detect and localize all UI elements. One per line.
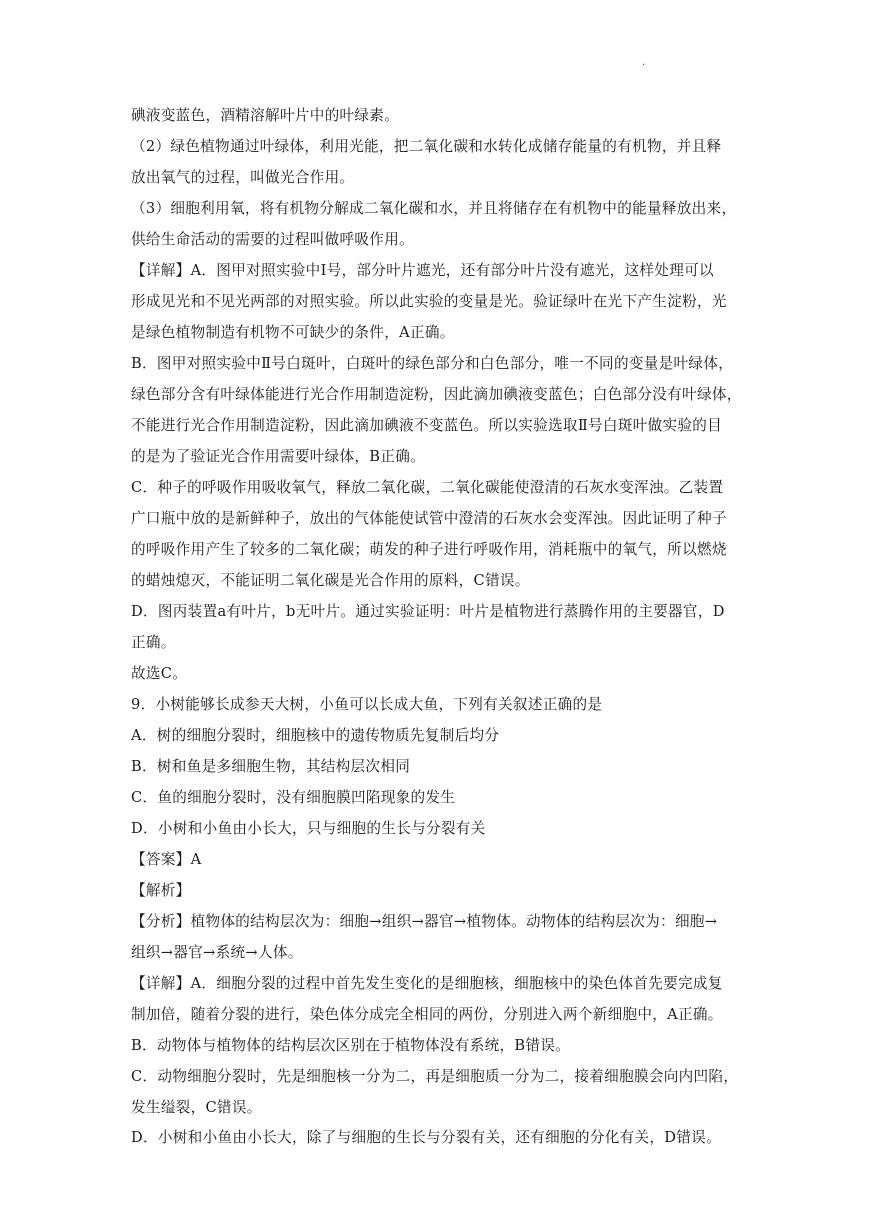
text-line: 【详解】A．细胞分裂的过程中首先发生变化的是细胞核，细胞核中的染色体首先要完成复 — [131, 974, 723, 992]
text-line: 广口瓶中放的是新鲜种子，放出的气体能使试管中澄清的石灰水会变浑浊。因此证明了种子 — [131, 509, 727, 527]
text-line: 的蜡烛熄灭，不能证明二氧化碳是光合作用的原料，C错误。 — [131, 571, 530, 589]
question-stem: 9．小树能够长成参天大树，小鱼可以长成大鱼，下列有关叙述正确的是 — [131, 695, 603, 713]
text-line: 不能进行光合作用制造淀粉，因此滴加碘液不变蓝色。所以实验选取Ⅱ号白斑叶做实验的目 — [131, 416, 723, 434]
text-line: （2）绿色植物通过叶绿体，利用光能，把二氧化碳和水转化成储存能量的有机物，并且释 — [131, 137, 722, 155]
text-line: 放出氧气的过程，叫做光合作用。 — [131, 168, 355, 186]
analysis-label: 【解析】 — [131, 881, 191, 899]
option-a: A．树的细胞分裂时，细胞核中的遗传物质先复制后均分 — [131, 726, 500, 744]
text-line: 形成见光和不见光两部的对照实验。所以此实验的变量是光。验证绿叶在光下产生淀粉，光 — [131, 292, 727, 310]
text-line: 组织→器官→系统→人体。 — [131, 943, 303, 961]
text-line: C．动物细胞分裂时，先是细胞核一分为二，再是细胞质一分为二，接着细胞膜会向内凹陷， — [131, 1067, 739, 1085]
text-line: 故选C。 — [131, 664, 188, 682]
text-line: D．小树和小鱼由小长大，除了与细胞的生长与分裂有关，还有细胞的分化有关，D错误。 — [131, 1129, 721, 1147]
option-c: C．鱼的细胞分裂时，没有细胞膜凹陷现象的发生 — [131, 788, 456, 806]
text-line: （3）细胞利用氧，将有机物分解成二氧化碳和水，并且将储存在有机物中的能量释放出来， — [131, 199, 737, 217]
answer-label: 【答案】A — [131, 850, 202, 868]
text-line: 的呼吸作用产生了较多的二氧化碳；萌发的种子进行呼吸作用，消耗瓶中的氧气，所以燃烧 — [131, 540, 727, 558]
text-line: 发生缢裂，C错误。 — [131, 1098, 262, 1116]
text-line: C．种子的呼吸作用吸收氧气，释放二氧化碳，二氧化碳能使澄清的石灰水变浑浊。乙装置 — [131, 478, 724, 496]
text-line: D．图丙装置a有叶片，b无叶片。通过实验证明：叶片是植物进行蒸腾作用的主要器官，D — [131, 602, 725, 620]
text-line: 是绿色植物制造有机物不可缺少的条件，A正确。 — [131, 323, 455, 341]
text-line: 制加倍，随着分裂的进行，染色体分成完全相同的两份，分别进入两个新细胞中，A正确。 — [131, 1005, 723, 1023]
text-line: 【详解】A．图甲对照实验中Ⅰ号，部分叶片遮光，还有部分叶片没有遮光，这样处理可以 — [131, 261, 714, 279]
text-line: 绿色部分含有叶绿体能进行光合作用制造淀粉，因此滴加碘液变蓝色；白色部分没有叶绿体， — [131, 385, 742, 403]
text-line: 供给生命活动的需要的过程叫做呼吸作用。 — [131, 230, 414, 248]
text-line: 正确。 — [131, 633, 176, 651]
text-line: B．动物体与植物体的结构层次区别在于植物体没有系统，B错误。 — [131, 1036, 571, 1054]
text-line: B．图甲对照实验中Ⅱ号白斑叶，白斑叶的绿色部分和白色部分，唯一不同的变量是叶绿体， — [131, 354, 734, 372]
text-line: 的是为了验证光合作用需要叶绿体，B正确。 — [131, 447, 426, 465]
text-line: 【分析】植物体的结构层次为：细胞→组织→器官→植物体。动物体的结构层次为：细胞→ — [131, 912, 718, 930]
page-marker: . — [642, 57, 646, 68]
text-line: 碘液变蓝色，酒精溶解叶片中的叶绿素。 — [131, 107, 400, 124]
option-d: D．小树和小鱼由小长大，只与细胞的生长与分裂有关 — [131, 819, 486, 837]
option-b: B．树和鱼是多细胞生物，其结构层次相同 — [131, 757, 411, 775]
document-body — [131, 103, 741, 1151]
